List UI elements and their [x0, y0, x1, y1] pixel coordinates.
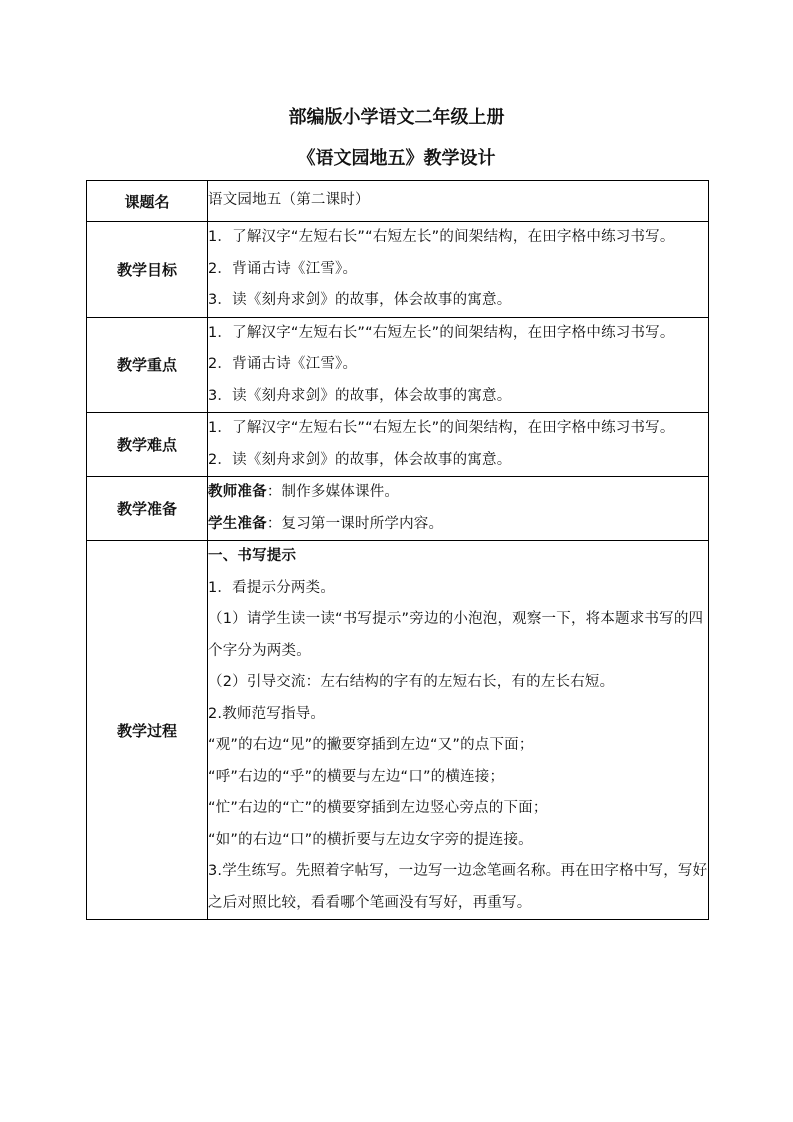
process-content	[208, 541, 709, 920]
process-line: 1．看提示分两类。	[208, 579, 336, 596]
goals-line: 2．背诵古诗《江雪》。	[208, 260, 358, 277]
lesson-plan-table	[86, 180, 709, 920]
row-label-difficulties: 教学难点	[87, 413, 208, 477]
table-row-difficulties	[87, 413, 709, 477]
table-row-topic	[87, 181, 709, 222]
process-line: “呼”右边的“乎”的横要与左边“口”的横连接；	[208, 768, 505, 785]
row-label-goals: 教学目标	[87, 222, 208, 318]
student-preparation-label: 学生准备	[208, 515, 267, 532]
teacher-preparation	[208, 477, 708, 509]
table-row-goals	[87, 222, 709, 318]
difficulties-line: 2．读《刻舟求剑》的故事，体会故事的寓意。	[208, 451, 512, 468]
goals-content	[208, 222, 709, 318]
row-label-process: 教学过程	[87, 541, 208, 920]
goals-line: 3．读《刻舟求剑》的故事，体会故事的寓意。	[208, 292, 512, 308]
process-line: “如”的右边“口”的横折要与左边女字旁的提连接。	[208, 831, 533, 848]
teacher-preparation-label: 教师准备	[208, 484, 267, 500]
process-heading: 一、书写提示	[208, 548, 297, 564]
difficulties-line: 1．了解汉字“左短右长”“右短左长”的间架结构，在田字格中练习书写。	[208, 420, 675, 436]
document-title: 部编版小学语文二年级上册	[288, 107, 505, 128]
key-points-line: 1．了解汉字“左短右长”“右短左长”的间架结构，在田字格中练习书写。	[208, 324, 675, 341]
row-label-topic: 课题名	[87, 181, 208, 222]
table-row-process	[87, 541, 709, 920]
student-preparation	[208, 509, 708, 541]
process-line: “观”的右边“见”的撇要穿插到左边“又”的点下面；	[208, 737, 534, 753]
table-row-preparation	[87, 477, 709, 541]
process-line: （1）请学生读一读“书写提示”旁边的小泡泡，观察一下，将本题求书写的四个字分为两类。	[208, 611, 704, 659]
process-line: （2）引导交流：左右结构的字有的左短右长，有的左长右短。	[208, 674, 615, 690]
key-points-line: 2．背诵古诗《江雪》。	[208, 356, 358, 372]
document-subtitle: 《语文园地五》教学设计	[297, 148, 496, 169]
process-line: “忙”右边的“亡”的横要穿插到左边竖心旁点的下面；	[208, 800, 548, 816]
preparation-content	[208, 477, 709, 541]
student-preparation-text: ：复习第一课时所学内容。	[266, 515, 444, 532]
topic-value: 语文园地五（第二课时）	[208, 181, 709, 222]
key-points-content	[208, 317, 709, 413]
difficulties-content	[208, 413, 709, 477]
row-label-preparation: 教学准备	[87, 477, 208, 541]
process-line: 2.教师范写指导。	[208, 705, 326, 722]
key-points-line: 3．读《刻舟求剑》的故事，体会故事的寓意。	[208, 387, 512, 404]
row-label-key-points: 教学重点	[87, 317, 208, 413]
process-line: 3.学生练写。先照着字帖写，一边写一边念笔画名称。再在田字格中写，写好之后对照比较，看看哪个笔画没有写好，再重写。	[208, 863, 708, 911]
goals-line: 1．了解汉字“左短右长”“右短左长”的间架结构，在田字格中练习书写。	[208, 229, 675, 245]
table-row-key-points	[87, 317, 709, 413]
teacher-preparation-text: ：制作多媒体课件。	[266, 484, 400, 500]
